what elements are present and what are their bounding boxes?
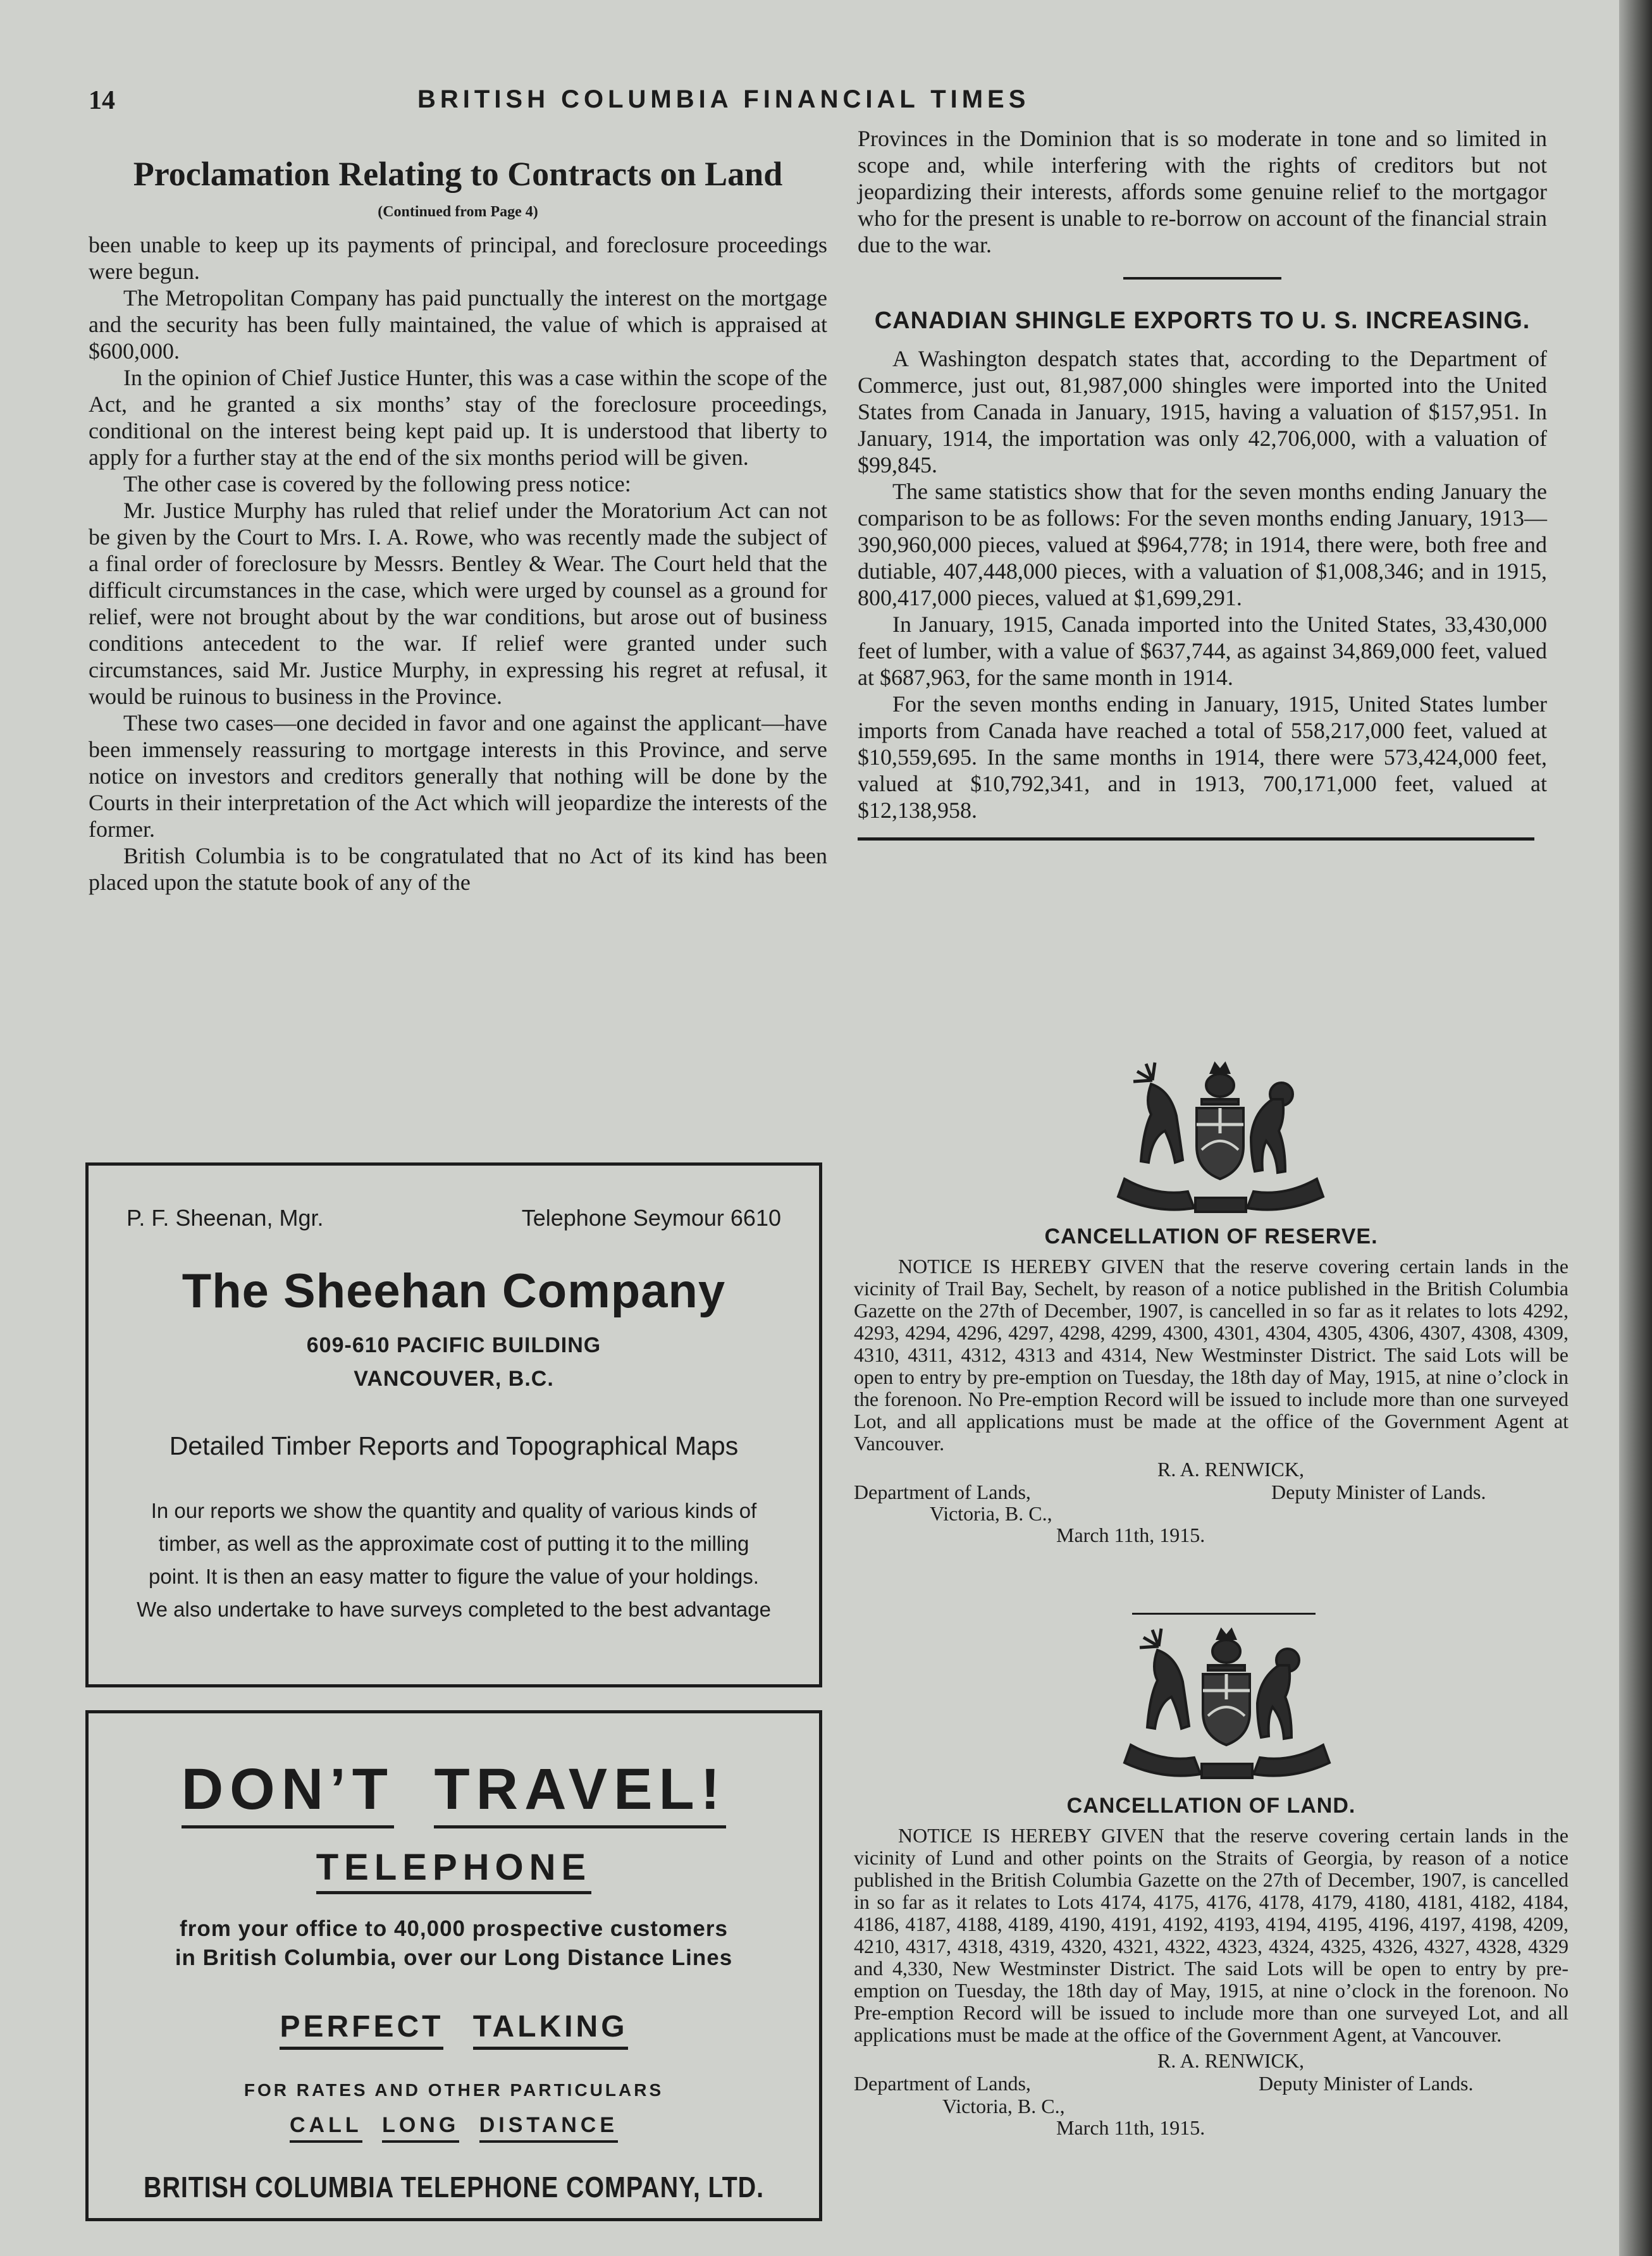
ad-subheadline	[89, 1846, 819, 1894]
article-paragraph: The same statistics show that for the seven months ending January the comparison to be as follows: For the seven months ending January, 1913—390,960,000 pieces, valued at $964,778; in 1914, there were, both free and dutiable, 407,448,000 pieces, with a valuation of $1,008,346; and in 1915, 800,417,000 pieces, valued at $1,699,291.	[858, 479, 1547, 610]
notice-title: CANCELLATION OF LAND.	[1066, 1794, 1356, 1818]
article-paragraph: A Washington despatch states that, according to the Department of Commerce, just out, 81,987,000 shingles were imported into the United States from Canada in January, 1915, having a valuation of $157,951. In January, 1914, the importation was only 42,706,000, with a valuation of $99,845.	[858, 346, 1547, 478]
article-paragraph: In the opinion of Chief Justice Hunter, this was a case within the scope of the Act, and he granted a six months’ stay of the foreclosure proceedings, conditional on the interest being kept paid up. It is understood that liberty to apply for a further stay at the end of the six months period will be given.	[89, 365, 827, 470]
divider	[1123, 277, 1281, 280]
article-paragraph: British Columbia is to be congratulated that no Act of its kind has been placed upon the statute book of any of the	[89, 843, 827, 895]
ad-company-name: BRITISH COLUMBIA TELEPHONE COMPANY, LTD.	[144, 2171, 764, 2204]
divider	[1132, 1613, 1316, 1615]
ad-headline	[89, 1756, 819, 1828]
notice-body: NOTICE IS HEREBY GIVEN that the reserve covering certain lands in the vicinity of Trail Bay, Sechelt, by reason of a notice published in the British Columbia Gazette on the 27th of December, 1907, is cancelled in so far as it relates to lots 4292, 4293, 4294, 4296, 4297, 4298, 4299, 4300, 4301, 4304, 4305, 4306, 4307, 4308, 4309, 4310, 4311, 4312, 4313 and 4314, New Westminster District. The said Lots will be open to entry by pre-emption on Tuesday, the 18th day of May, 1915, at nine o’clock in the forenoon. No Pre-emption Record will be issued to include more than one surveyed Lot, and all applications must be made at the office of the Government Agent at Vancouver.	[854, 1255, 1569, 1455]
divider	[858, 837, 1534, 841]
signer-department: Department of Lands,	[854, 2072, 1031, 2095]
cancellation-of-land-notice	[854, 1794, 1569, 2139]
coat-of-arms-icon	[1113, 1621, 1341, 1785]
article-paragraph: Mr. Justice Murphy has ruled that relief under the Moratorium Act can not be given by the Court to Mrs. I. A. Rowe, who was recently made the subject of a final order of foreclosure by Messrs. Bentley & Wear. The Court held that the difficult circumstances in the case, which were urged by counsel as a ground for relief, were not brought about by the war conditions, but arose out of business conditions antecedent to the war. If relief were granted under such circumstances, said Mr. Justice Murphy, in expressing his regret at refusal, it would be ruinous to business in the Province.	[89, 498, 827, 709]
ad-address-line: 609-610 PACIFIC BUILDING	[306, 1333, 601, 1357]
binding-spine	[1619, 0, 1652, 2256]
publication-title: BRITISH COLUMBIA FINANCIAL TIMES	[417, 85, 1030, 113]
slogan-word: TALKING	[473, 2009, 628, 2050]
proclamation-article	[89, 147, 827, 896]
telephone-word: TELEPHONE	[316, 1846, 592, 1894]
notice-signature	[854, 1457, 1569, 1546]
signer-department: Department of Lands,	[854, 1481, 1031, 1503]
ad-slogan	[89, 2009, 819, 2050]
article-paragraph: The Metropolitan Company has paid punctually the interest on the mortgage and the security has been fully maintained, the value of which is appraised at $600,000.	[89, 285, 827, 364]
article-paragraph: The other case is covered by the following press notice:	[123, 471, 631, 496]
headline-word: DON’T	[182, 1756, 394, 1828]
ad-body-line: in British Columbia, over our Long Distance Lines	[175, 1945, 733, 1970]
slogan-word: PERFECT	[280, 2009, 443, 2050]
call-word: CALL	[290, 2113, 362, 2143]
signer-place: Victoria, B. C.,	[942, 2095, 1065, 2117]
sheehan-company-ad	[85, 1162, 822, 1687]
ad-service: Detailed Timber Reports and Topographical Maps	[169, 1431, 739, 1460]
continuation-paragraph: Provinces in the Dominion that is so moderate in tone and so limited in scope and, while interfering with the rights of creditors but not jeopardizing their interests, affords some genuine relief to the mortgagor who for the present is unable to re-borrow on account of the financial strain due to the war.	[858, 126, 1547, 257]
ad-body: In our reports we show the quantity and quality of various kinds of timber, as well as the approximate cost of putting it to the milling point. It is then an easy matter to figure the value of your holdings. We also undertake to have surveys completed to the best advantage	[137, 1499, 771, 1621]
article-paragraph: For the seven months ending in January, 1915, United States lumber imports from Canada have reached a total of 558,217,000 feet, valued at $10,559,695. In the same months in 1914, there were 573,424,000 feet, valued at $10,792,341, and in 1913, 700,171,000 feet, valued at $12,138,958.	[858, 691, 1547, 823]
notice-signature	[854, 2049, 1569, 2139]
ad-company-name: The Sheehan Company	[182, 1264, 726, 1318]
ad-body	[89, 1914, 819, 1973]
call-word: LONG	[382, 2113, 459, 2143]
cancellation-of-reserve-notice	[854, 1224, 1569, 1546]
shingle-exports-section	[858, 125, 1547, 841]
signer-position: Deputy Minister of Lands.	[1259, 2072, 1474, 2095]
ad-rates: FOR RATES AND OTHER PARTICULARS	[243, 2080, 664, 2100]
coat-of-arms-icon	[1107, 1055, 1335, 1219]
notice-date: March 11th, 1915.	[1056, 2116, 1205, 2139]
call-word: DISTANCE	[479, 2113, 618, 2143]
notice-title: CANCELLATION OF RESERVE.	[1044, 1224, 1378, 1248]
ad-call	[89, 2113, 819, 2143]
shingle-article-title: CANADIAN SHINGLE EXPORTS TO U. S. INCREASING.	[874, 307, 1531, 334]
signer-name: R. A. RENWICK,	[1157, 1458, 1304, 1481]
ad-telephone: Telephone Seymour 6610	[521, 1205, 781, 1231]
ad-manager: P. F. Sheenan, Mgr.	[126, 1205, 324, 1231]
page-header	[89, 85, 1271, 123]
signer-place: Victoria, B. C.,	[930, 1502, 1052, 1525]
article-paragraph: been unable to keep up its payments of principal, and foreclosure proceedings were begun.	[89, 232, 827, 284]
notice-date: March 11th, 1915.	[1056, 1524, 1205, 1546]
notice-body: NOTICE IS HEREBY GIVEN that the reserve covering certain lands in the vicinity of Lund and other points on the Straits of Georgia, by reason of a notice published in the British Columbia Gazette on the 27th of December, 1907, is cancelled in so far as it relates to Lots 4174, 4175, 4176, 4178, 4179, 4180, 4181, 4182, 4184, 4186, 4187, 4188, 4189, 4190, 4191, 4192, 4193, 4194, 4195, 4196, 4197, 4198, 4209, 4210, 4317, 4318, 4319, 4320, 4321, 4322, 4323, 4324, 4325, 4326, 4327, 4328, 4329 and 4,330, New Westminster District. The said Lots will be open to entry by pre-emption on Tuesday, the 18th day of May, 1915, at nine o’clock in the forenoon. No Pre-emption Record will be issued to include more than one surveyed Lot, and all applications must be made at the office of the Government Agent, at Vancouver.	[854, 1824, 1569, 2046]
bc-telephone-ad	[85, 1710, 822, 2221]
page-number: 14	[89, 86, 115, 115]
article-paragraph: These two cases—one decided in favor and one against the applicant—have been immensely reassuring to mortgage interests in this Province, and serve notice on investors and creditors generally that nothing will be done by the Courts in their interpretation of the Act which will jeopardize the interests of the former.	[89, 710, 827, 842]
article-title: Proclamation Relating to Contracts on Land	[133, 155, 783, 193]
article-paragraph: In January, 1915, Canada imported into the United States, 33,430,000 feet of lumber, with a value of $637,744, as against 34,869,000 feet, valued at $687,963, for the same month in 1914.	[858, 612, 1547, 690]
ad-address-line: VANCOUVER, B.C.	[354, 1367, 554, 1391]
signer-position: Deputy Minister of Lands.	[1271, 1481, 1486, 1503]
continued-note: (Continued from Page 4)	[378, 204, 538, 220]
headline-word: TRAVEL!	[434, 1756, 726, 1828]
signer-name: R. A. RENWICK,	[1157, 2049, 1304, 2072]
ad-body-line: from your office to 40,000 prospective customers	[180, 1916, 728, 1941]
